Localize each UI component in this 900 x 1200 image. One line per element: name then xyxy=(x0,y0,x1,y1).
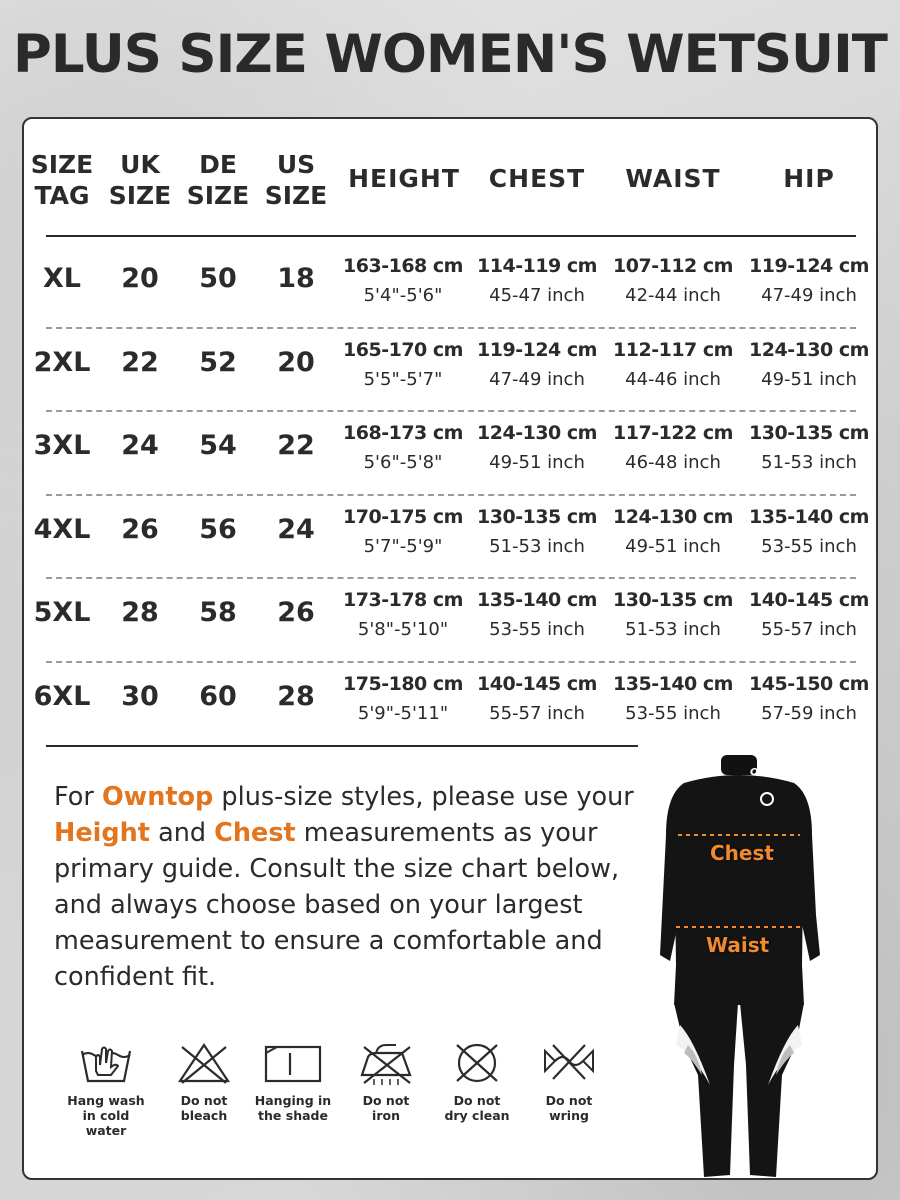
cell-chest-cm: 135-140 cm xyxy=(477,589,597,611)
cell-uk: 24 xyxy=(121,430,159,461)
wetsuit-illustration xyxy=(654,755,824,1185)
waist-label: Waist xyxy=(706,933,770,957)
cell-height-inch: 5'6"-5'8" xyxy=(363,452,443,473)
row-divider xyxy=(46,661,856,663)
care-item-no-wring: Do not wring xyxy=(524,1041,614,1123)
cell-de: 54 xyxy=(199,430,237,461)
cell-de: 56 xyxy=(199,513,237,545)
cell-us: 22 xyxy=(277,430,315,461)
cell-chest-inch: 47-49 inch xyxy=(489,368,585,390)
header-divider xyxy=(46,235,856,237)
hang-in-shade-icon xyxy=(263,1041,323,1085)
cell-de: 60 xyxy=(199,680,237,712)
cell-uk: 22 xyxy=(121,346,159,378)
cell-waist-cm: 107-112 cm xyxy=(613,255,733,277)
cell-height-inch: 5'4"-5'6" xyxy=(363,285,443,306)
brand-name: Owntop xyxy=(101,782,214,812)
cell-chest-cm: 130-135 cm xyxy=(477,505,597,528)
cell-chest-cm: 140-145 cm xyxy=(477,672,597,695)
cell-chest-inch: 53-55 inch xyxy=(489,619,585,640)
cell-us: 28 xyxy=(277,680,315,712)
header-hip: HIP xyxy=(783,164,835,193)
care-item-no-iron: Do not iron xyxy=(341,1041,431,1123)
no-wring-icon xyxy=(541,1041,597,1085)
care-item-no-bleach: Do not bleach xyxy=(159,1041,249,1123)
cell-chest-inch: 45-47 inch xyxy=(489,285,585,306)
cell-hip-inch: 53-55 inch xyxy=(761,535,857,557)
cell-height-cm: 175-180 cm xyxy=(343,672,463,695)
cell-hip-inch: 47-49 inch xyxy=(761,285,857,306)
cell-tag: 6XL xyxy=(33,680,91,712)
cell-chest-cm: 119-124 cm xyxy=(477,338,597,361)
cell-height-cm: 165-170 cm xyxy=(343,338,463,361)
table-row xyxy=(24,667,880,751)
cell-chest-inch: 55-57 inch xyxy=(489,702,585,724)
table-row xyxy=(24,333,880,417)
cell-height-cm: 173-178 cm xyxy=(343,589,463,611)
cell-chest-inch: 51-53 inch xyxy=(489,535,585,557)
header-chest: CHEST xyxy=(488,164,586,193)
cell-waist-cm: 117-122 cm xyxy=(613,422,733,444)
cell-hip-inch: 51-53 inch xyxy=(761,452,857,473)
cell-tag: 4XL xyxy=(33,513,91,545)
cell-us: 18 xyxy=(277,263,315,294)
table-row xyxy=(24,249,880,333)
care-item-hand-wash: Hang wash in cold water xyxy=(61,1041,151,1138)
cell-waist-cm: 135-140 cm xyxy=(613,672,733,695)
page-title: PLUS SIZE WOMEN'S WETSUIT xyxy=(13,24,887,85)
cell-us: 26 xyxy=(277,597,315,628)
cell-waist-cm: 124-130 cm xyxy=(613,505,733,528)
cell-uk: 26 xyxy=(121,513,159,545)
cell-tag: 3XL xyxy=(33,430,91,461)
cell-height-cm: 168-173 cm xyxy=(343,422,463,444)
no-bleach-icon xyxy=(176,1041,232,1085)
cell-tag: XL xyxy=(42,263,82,294)
cell-height-inch: 5'7"-5'9" xyxy=(363,535,443,557)
cell-chest-cm: 114-119 cm xyxy=(477,255,597,277)
cell-height-inch: 5'5"-5'7" xyxy=(363,368,443,390)
cell-waist-inch: 53-55 inch xyxy=(625,702,721,724)
cell-chest-cm: 124-130 cm xyxy=(477,422,597,444)
row-divider xyxy=(46,410,856,412)
cell-uk: 20 xyxy=(121,263,159,294)
cell-height-inch: 5'8"-5'10" xyxy=(357,619,449,640)
cell-waist-cm: 130-135 cm xyxy=(613,589,733,611)
cell-us: 20 xyxy=(277,346,315,378)
table-bottom-divider xyxy=(46,745,638,747)
header-waist: WAIST xyxy=(625,164,721,193)
row-divider xyxy=(46,577,856,579)
cell-uk: 30 xyxy=(121,680,159,712)
cell-waist-inch: 44-46 inch xyxy=(625,368,721,390)
wetsuit-brand-logo: Owntop xyxy=(750,767,794,778)
sizing-guide-text: For Owntop plus-size styles, please use your Height and Chest measurements as your primary guide. Consult the size chart below, and always choose based on your largest measurement to ensure a comfortable and confident fit. xyxy=(54,782,634,992)
cell-height-cm: 163-168 cm xyxy=(343,255,463,277)
wetsuit-figure xyxy=(654,755,824,1185)
cell-de: 58 xyxy=(199,597,237,628)
cell-hip-inch: 57-59 inch xyxy=(761,702,857,724)
table-row xyxy=(24,416,880,500)
header-size-tag: SIZE TAG xyxy=(30,150,94,210)
cell-de: 52 xyxy=(199,346,237,378)
cell-waist-inch: 51-53 inch xyxy=(625,619,721,640)
no-iron-icon xyxy=(356,1041,416,1085)
cell-us: 24 xyxy=(277,513,315,545)
cell-de: 50 xyxy=(199,263,237,294)
cell-height-inch: 5'9"-5'11" xyxy=(357,702,449,724)
cell-hip-cm: 124-130 cm xyxy=(749,338,869,361)
cell-hip-cm: 140-145 cm xyxy=(749,589,869,611)
size-chart-card xyxy=(22,117,878,1180)
cell-tag: 2XL xyxy=(33,346,91,378)
table-row xyxy=(24,500,880,584)
no-dry-clean-icon xyxy=(449,1041,505,1085)
cell-waist-inch: 42-44 inch xyxy=(625,285,721,306)
cell-hip-cm: 119-124 cm xyxy=(749,255,869,277)
cell-waist-inch: 49-51 inch xyxy=(625,535,721,557)
cell-hip-inch: 55-57 inch xyxy=(761,619,857,640)
cell-tag: 5XL xyxy=(33,597,91,628)
chest-highlight: Chest xyxy=(214,818,296,848)
cell-hip-cm: 145-150 cm xyxy=(749,672,869,695)
cell-height-cm: 170-175 cm xyxy=(343,505,463,528)
cell-waist-cm: 112-117 cm xyxy=(613,338,733,361)
cell-hip-inch: 49-51 inch xyxy=(761,368,857,390)
chest-label: Chest xyxy=(710,841,774,865)
cell-waist-inch: 46-48 inch xyxy=(625,452,721,473)
row-divider xyxy=(46,327,856,329)
row-divider xyxy=(46,494,856,496)
header-height: HEIGHT xyxy=(348,164,460,193)
cell-hip-cm: 130-135 cm xyxy=(749,422,869,444)
care-item-hang-in-shade: Hanging in the shade xyxy=(248,1041,338,1123)
header-us-size: US SIZE xyxy=(264,150,328,210)
cell-hip-cm: 135-140 cm xyxy=(749,505,869,528)
cell-uk: 28 xyxy=(121,597,159,628)
header-de-size: DE SIZE xyxy=(186,150,250,210)
header-uk-size: UK SIZE xyxy=(108,150,172,210)
care-item-no-dry-clean: Do not dry clean xyxy=(432,1041,522,1123)
table-row xyxy=(24,583,880,667)
hand-wash-icon xyxy=(78,1041,134,1085)
cell-chest-inch: 49-51 inch xyxy=(489,452,585,473)
height-highlight: Height xyxy=(54,818,150,848)
